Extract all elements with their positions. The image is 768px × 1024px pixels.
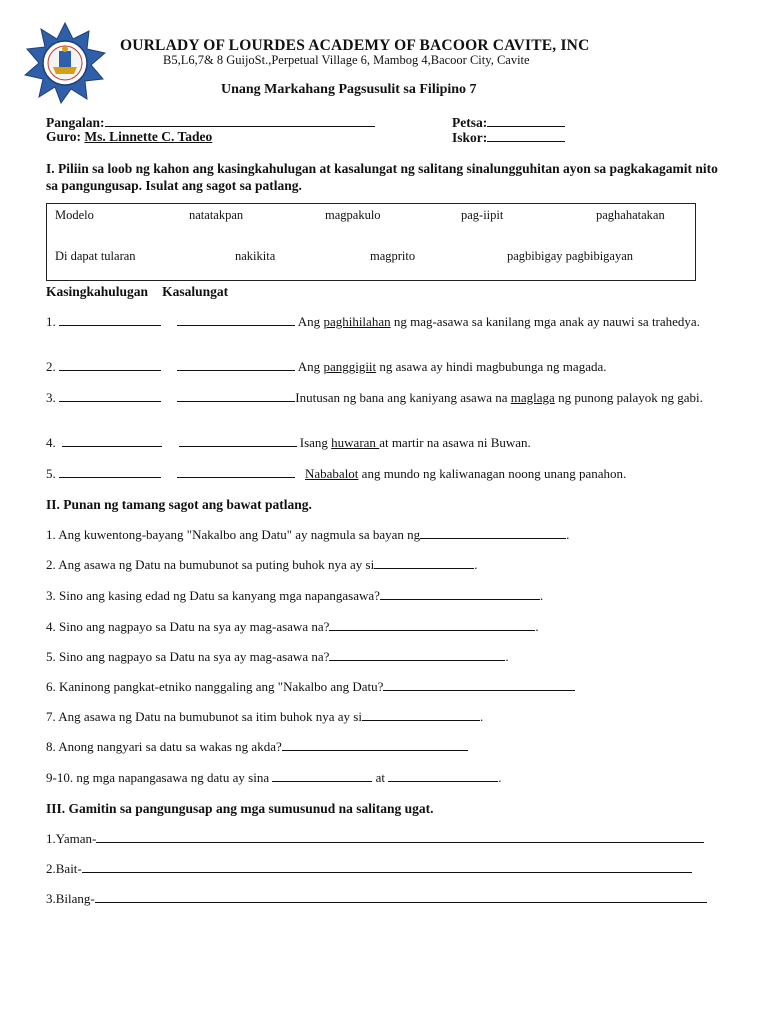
antonym-answer-blank[interactable]: [177, 466, 295, 478]
synonym-column-header: Kasingkahulugan: [46, 284, 149, 299]
part2-question: [46, 619, 539, 635]
question-end: .: [474, 557, 478, 572]
score-label: Iskor:: [452, 130, 488, 145]
question-end: .: [535, 619, 539, 634]
choice-word: paghahatakan: [596, 208, 665, 222]
answer-blank[interactable]: [374, 557, 474, 569]
antonym-answer-blank[interactable]: [179, 435, 297, 447]
part2-question: [46, 770, 502, 786]
item-number: 5.: [46, 466, 56, 481]
choice-word: Modelo: [55, 208, 94, 222]
school-logo: [24, 22, 106, 104]
date-field[interactable]: [487, 114, 565, 127]
answer-blank[interactable]: [388, 770, 498, 782]
sentence-text: at martir na asawa ni Buwan.: [379, 435, 531, 450]
sentence-text: Ang: [297, 359, 324, 374]
name-label: Pangalan:: [46, 115, 105, 130]
answer-blank[interactable]: [282, 739, 468, 751]
word-choices-box: [46, 203, 696, 281]
answer-blank[interactable]: [420, 527, 566, 539]
sentence-text: Ang: [297, 314, 324, 329]
answer-column-headers: [46, 284, 228, 300]
question-text: at: [375, 770, 385, 785]
sentence-text: ang mundo ng kaliwanagan noong unang panahon.: [358, 466, 627, 481]
question-text: 6. Kaninong pangkat-etniko nanggaling ang "Nakalbo ang Datu?: [46, 679, 384, 694]
part3-item: [46, 891, 707, 907]
antonym-answer-blank[interactable]: [177, 359, 295, 371]
antonym-answer-blank[interactable]: [177, 314, 295, 326]
item-number: 1.: [46, 314, 56, 329]
part2-question: [46, 588, 543, 604]
part1-item: [46, 435, 736, 451]
underlined-word: Nababalot: [305, 466, 359, 481]
item-number: 3.: [46, 390, 56, 405]
sentence-text: ng mag-asawa sa kanilang mga anak ay nauwi sa trahedya.: [390, 314, 700, 329]
item-number: 2.: [46, 359, 56, 374]
part3-instruction: III. Gamitin sa pangungusap ang mga sumusunud na salitang ugat.: [46, 801, 434, 816]
part3-item: [46, 861, 692, 877]
part2-question: [46, 649, 509, 665]
item-number: 4.: [46, 435, 56, 450]
question-text: 2. Ang asawa ng Datu na bumubunot sa puting buhok nya ay si: [46, 557, 375, 572]
part2-question: [46, 679, 575, 695]
part1-item: [46, 359, 736, 375]
question-text: 1. Ang kuwentong-bayang "Nakalbo ang Datu" ay nagmula sa bayan ng: [46, 527, 421, 542]
answer-blank[interactable]: [329, 619, 535, 631]
choice-word: magprito: [370, 249, 416, 263]
choice-word: pagbibigay pagbibigayan: [507, 249, 634, 263]
date-label: Petsa:: [452, 115, 488, 130]
root-word: 2.Bait-: [46, 861, 82, 876]
part2-instruction: II. Punan ng tamang sagot ang bawat patlang.: [46, 497, 312, 512]
answer-blank[interactable]: [380, 588, 540, 600]
teacher-label: Guro:: [46, 129, 82, 144]
sentence-blank[interactable]: [82, 861, 692, 873]
antonym-answer-blank[interactable]: [177, 390, 295, 402]
part1-instruction: I. Piliin sa loob ng kahon ang kasingkahulugan at kasalungat ng salitang sinalungguhitan ayon sa pagkakagamit nito sa pangungusap. Isulat ang sagot sa patlang.: [46, 161, 718, 193]
sentence-text: ng asawa ay hindi magbubunga ng magada.: [376, 359, 607, 374]
name-field[interactable]: [105, 114, 375, 127]
sentence-text: Isang: [299, 435, 332, 450]
exam-title: Unang Markahang Pagsusulit sa Filipino 7: [221, 82, 477, 97]
choice-word: natatakpan: [189, 208, 244, 222]
part3-item: [46, 831, 704, 847]
question-end: .: [479, 709, 484, 724]
question-end: .: [566, 527, 570, 542]
part1-item: [46, 314, 736, 330]
part2-question: [46, 709, 483, 725]
score-row: [452, 129, 565, 146]
root-word: 3.Bilang-: [46, 891, 95, 906]
antonym-column-header: Kasalungat: [162, 284, 229, 299]
synonym-answer-blank[interactable]: [59, 390, 161, 402]
part1-item: [46, 390, 736, 406]
question-end: .: [539, 588, 544, 603]
synonym-answer-blank[interactable]: [59, 359, 161, 371]
underlined-word: panggigiit: [323, 359, 377, 374]
teacher-row: [46, 129, 212, 145]
answer-blank[interactable]: [272, 770, 372, 782]
choice-word: Di dapat tularan: [55, 249, 136, 263]
part2-question: [46, 739, 468, 755]
question-end: .: [498, 770, 502, 785]
synonym-answer-blank[interactable]: [59, 466, 161, 478]
question-text: 3. Sino ang kasing edad ng Datu sa kanyang mga napangasawa?: [46, 588, 380, 603]
sentence-blank[interactable]: [95, 891, 707, 903]
answer-blank[interactable]: [329, 649, 505, 661]
answer-blank[interactable]: [383, 679, 575, 691]
question-text: 7. Ang asawa ng Datu na bumubunot sa itim buhok nya ay si: [46, 709, 362, 724]
underlined-word: paghihilahan: [323, 314, 391, 329]
teacher-name: Ms. Linnette C. Tadeo: [84, 129, 213, 144]
underlined-word: maglaga: [510, 390, 555, 405]
part1-item: [46, 466, 736, 482]
question-text: 5. Sino ang nagpayo sa Datu na sya ay mag-asawa na?: [46, 649, 330, 664]
school-name: OURLADY OF LOURDES ACADEMY OF BACOOR CAVITE, INC: [120, 37, 590, 54]
synonym-answer-blank[interactable]: [59, 314, 161, 326]
part2-question: [46, 557, 477, 573]
part2-question: [46, 527, 569, 543]
root-word: 1.Yaman-: [46, 831, 97, 846]
question-text: 9-10. ng mga napangasawa ng datu ay sina: [46, 770, 270, 785]
score-field[interactable]: [487, 129, 565, 142]
question-text: 8. Anong nangyari sa datu sa wakas ng akda?: [46, 739, 282, 754]
underlined-word: huwaran: [331, 435, 380, 450]
question-end: .: [505, 649, 509, 664]
sentence-text: Inutusan ng bana ang kaniyang asawa na: [295, 390, 511, 405]
answer-blank[interactable]: [362, 709, 480, 721]
school-address: B5,L6,7& 8 GuijoSt.,Perpetual Village 6, Mambog 4,Bacoor City, Cavite: [163, 53, 530, 67]
choice-word: pag-iipit: [461, 208, 504, 222]
question-text: 4. Sino ang nagpayo sa Datu na sya ay mag-asawa na?: [46, 619, 330, 634]
sentence-text: ng punong palayok ng gabi.: [554, 390, 703, 405]
choice-word: magpakulo: [325, 208, 381, 222]
choice-word: nakikita: [235, 249, 276, 263]
synonym-answer-blank[interactable]: [62, 435, 162, 447]
sentence-blank[interactable]: [96, 831, 704, 843]
